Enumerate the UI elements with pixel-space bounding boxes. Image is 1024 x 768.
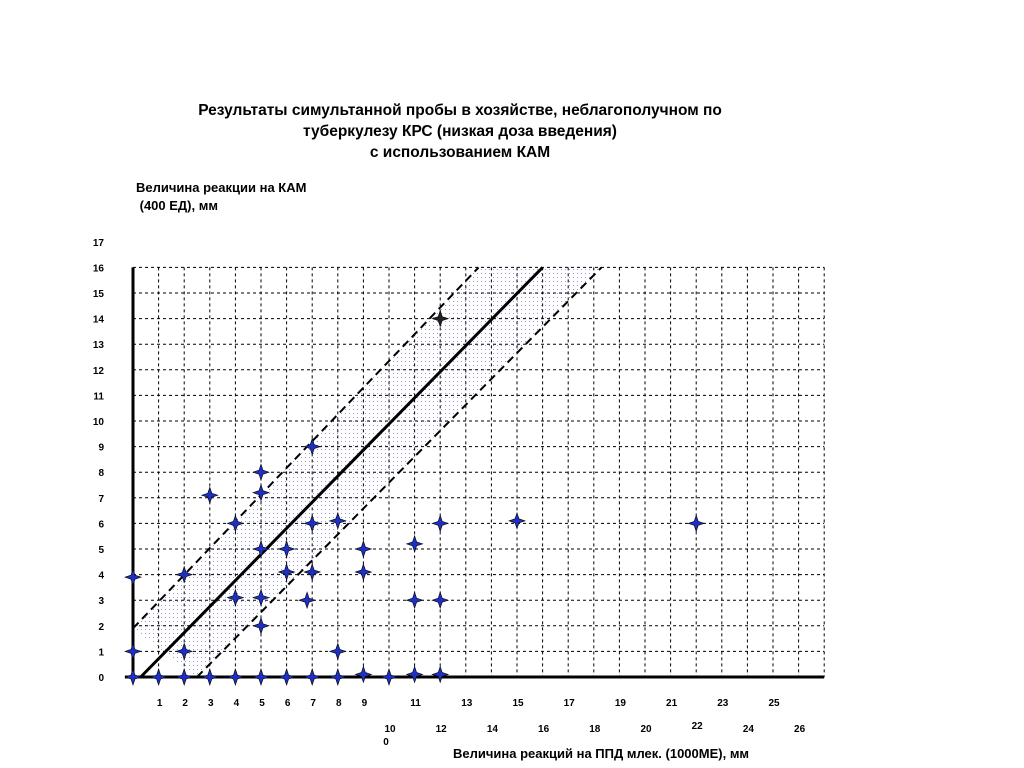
y-tick-label: 7 (98, 493, 104, 505)
data-point (432, 515, 448, 531)
y-tick-label: 10 (92, 417, 104, 428)
data-point (509, 513, 525, 529)
x-tick-label: 12 (435, 724, 447, 735)
x-tick-label: 15 (512, 698, 524, 709)
data-point (304, 564, 320, 580)
y-tick-label: 15 (92, 289, 104, 300)
x-tick-label: 8 (336, 698, 342, 709)
x-tick-label: 23 (717, 698, 729, 709)
y-tick-label: 14 (92, 314, 104, 326)
chart-title-line-2: туберкулезу КРС (низкая доза введения) (303, 123, 617, 140)
data-point (330, 643, 346, 659)
data-point (381, 669, 397, 685)
y-tick-label: 3 (98, 596, 104, 608)
data-point (407, 592, 423, 608)
x-tick-label: 26 (794, 724, 806, 735)
y-axis-label: Величина реакции на КАМ (400 ЕД), мм (136, 180, 307, 213)
data-point (432, 592, 448, 608)
data-point (227, 669, 243, 685)
data-point (279, 669, 295, 685)
data-point (304, 669, 320, 685)
data-point (151, 669, 167, 685)
y-tick-label: 12 (92, 365, 104, 377)
y-tick-label: 16 (92, 263, 104, 275)
chart-title-line-1: Результаты симультанной пробы в хозяйстве, неблагополучном по (198, 102, 722, 119)
chart-title-line-3: с использованием КАМ (369, 144, 551, 161)
data-point (125, 643, 141, 659)
data-point (253, 669, 269, 685)
x-tick-label: 6 (284, 698, 291, 709)
data-point (253, 464, 269, 480)
y-tick-label: 9 (98, 442, 104, 454)
data-point (355, 666, 371, 682)
data-point (432, 666, 448, 682)
y-tick-label: 8 (98, 468, 104, 480)
x-tick-label: 14 (486, 724, 498, 735)
data-point (355, 564, 371, 580)
y-tick-label: 1 (98, 647, 104, 659)
x-axis-label: Величина реакций на ППД млек. (1000МЕ), мм (453, 746, 750, 761)
y-tick-label: 13 (92, 340, 104, 352)
x-tick-label: 9 (361, 698, 368, 709)
x-tick-label: 0 (383, 737, 389, 748)
data-point (202, 669, 218, 685)
data-point (330, 669, 346, 685)
x-tick-label: 11 (410, 698, 421, 709)
x-tick-label: 1 (156, 698, 163, 709)
x-tick-label: 13 (461, 698, 473, 709)
x-tick-label: 19 (614, 698, 626, 709)
y-tick-label: 4 (98, 570, 104, 582)
y-tick-label: 11 (93, 391, 104, 403)
x-tick-label: 2 (182, 698, 188, 709)
data-point (688, 515, 704, 531)
x-tick-label: 7 (310, 698, 316, 709)
y-tick-label: 0 (98, 673, 104, 684)
data-point (253, 618, 269, 634)
data-point (125, 669, 141, 685)
x-tick-label: 21 (666, 698, 678, 709)
y-tick-label: 5 (98, 545, 104, 556)
x-tick-label: 20 (640, 724, 652, 735)
x-tick-label: 3 (208, 698, 214, 709)
x-tick-label: 25 (768, 698, 780, 709)
y-tick-label: 2 (98, 621, 104, 633)
data-point (355, 541, 371, 557)
y-tick-label: 17 (92, 237, 104, 249)
data-point (202, 487, 218, 503)
y-tick-label: 6 (98, 519, 104, 531)
data-point (125, 569, 141, 585)
x-tick-label: 22 (691, 721, 703, 732)
x-tick-label: 24 (742, 724, 754, 735)
x-tick-label: 10 (384, 724, 396, 735)
x-tick-label: 17 (563, 698, 575, 709)
x-tick-label: 18 (589, 724, 601, 735)
x-tick-label: 16 (538, 724, 550, 735)
data-point (407, 666, 423, 682)
x-tick-label: 4 (233, 698, 240, 709)
x-tick-label: 5 (259, 698, 265, 709)
